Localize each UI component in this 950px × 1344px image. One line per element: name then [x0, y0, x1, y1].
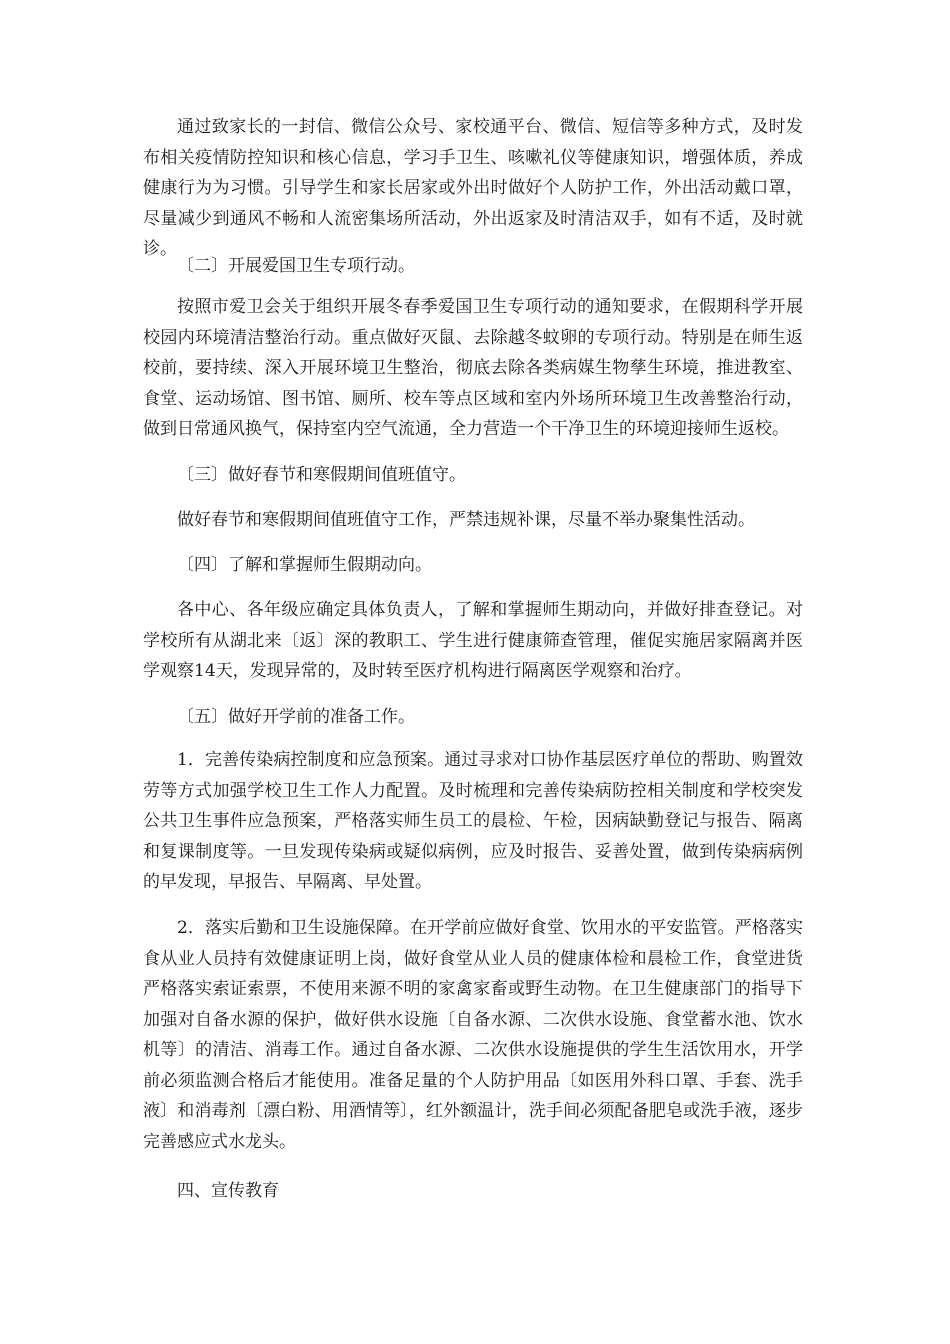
paragraph-holiday-duty: 做好春节和寒假期间值班值守工作，严禁违规补课，尽量不举办聚集性活动。 [177, 510, 755, 530]
paragraph-item-1: 1．完善传染病控制度和应急预案。通过寻求对口协作基层医疗单位的帮助、购置效劳等方式加强学校卫生工作人力配置。及时梳理和完善传染病防控相关制度和学校突发公共卫生事件应急预案，严格落实师生员工的晨检、午检，因病缺勤登记与报告、隔离和复课制度等。一旦发现传染病或疑似病例，应及时报告、妥善处置，做到传染病病例的早发现，早报告、早隔离、早处置。 [143, 750, 803, 892]
paragraph-patriotic-hygiene: 按照市爱卫会关于组织开展冬春季爱国卫生专项行动的通知要求，在假期科学开展校园内环境清洁整治行动。重点做好灭鼠、去除越冬蚊卵的专项行动。特别是在师生返校前，要持续、深入开展环境卫生整治，彻底去除各类病媒生物孳生环境，推进教室、食堂、运动场馆、图书馆、厕所、校车等点区域和室内外场所环境卫生改善整治行动，做到日常通风换气，保持室内空气流通，全力营造一个干净卫生的环境迎接师生返校。 [143, 297, 803, 439]
paragraph-health-education: 通过致家长的一封信、微信公众号、家校通平台、微信、短信等多种方式，及时发布相关疫情防控知识和核心信息，学习手卫生、咳嗽礼仪等健康知识，增强体质，养成健康行为为习惯。引导学生和家长居家或外出时做好个人防护工作，外出活动戴口罩，尽量减少到通风不畅和人流密集场所活动，外出返家及时清洁双手，如有不适，及时就诊。 [143, 117, 803, 259]
heading-section-2: 〔二〕开展爱国卫生专项行动。 [177, 256, 415, 276]
paragraph-staff-student-tracking: 各中心、各年级应确定具体负责人，了解和掌握师生期动向，并做好排查登记。对学校所有从湖北来〔返〕深的教职工、学生进行健康筛查管理，催促实施居家隔离并医学观察14天，发现异常的，及时转至医疗机构进行隔离医学观察和治疗。 [143, 600, 803, 681]
heading-section-4: 〔四〕了解和掌握师生假期动向。 [177, 555, 432, 575]
paragraph-item-2: 2．落实后勤和卫生设施保障。在开学前应做好食堂、饮用水的平安监管。严格落实食从业人员持有效健康证明上岗，做好食堂从业人员的健康体检和晨检工作，食堂进货严格落实索证索票，不使用来源不明的家禽家畜或野生动物。在卫生健康部门的指导下加强对自备水源的保护，做好供水设施〔自备水源、二次供水设施、食堂蓄水池、饮水机等〕的清洁、消毒工作。通过自备水源、二次供水设施提供的学生生活饮用水，开学前必须监测合格后才能使用。准备足量的个人防护用品〔如医用外科口罩、手套、洗手液〕和消毒剂〔漂白粉、用酒情等〕，红外额温计，洗手间必须配备肥皂或洗手液，逐步完善感应式水龙头。 [143, 918, 803, 1152]
heading-section-5: 〔五〕做好开学前的准备工作。 [177, 707, 415, 727]
heading-part-4: 四、宣传教育 [177, 1181, 279, 1201]
heading-section-3: 〔三〕做好春节和寒假期间值班值守。 [177, 465, 466, 485]
